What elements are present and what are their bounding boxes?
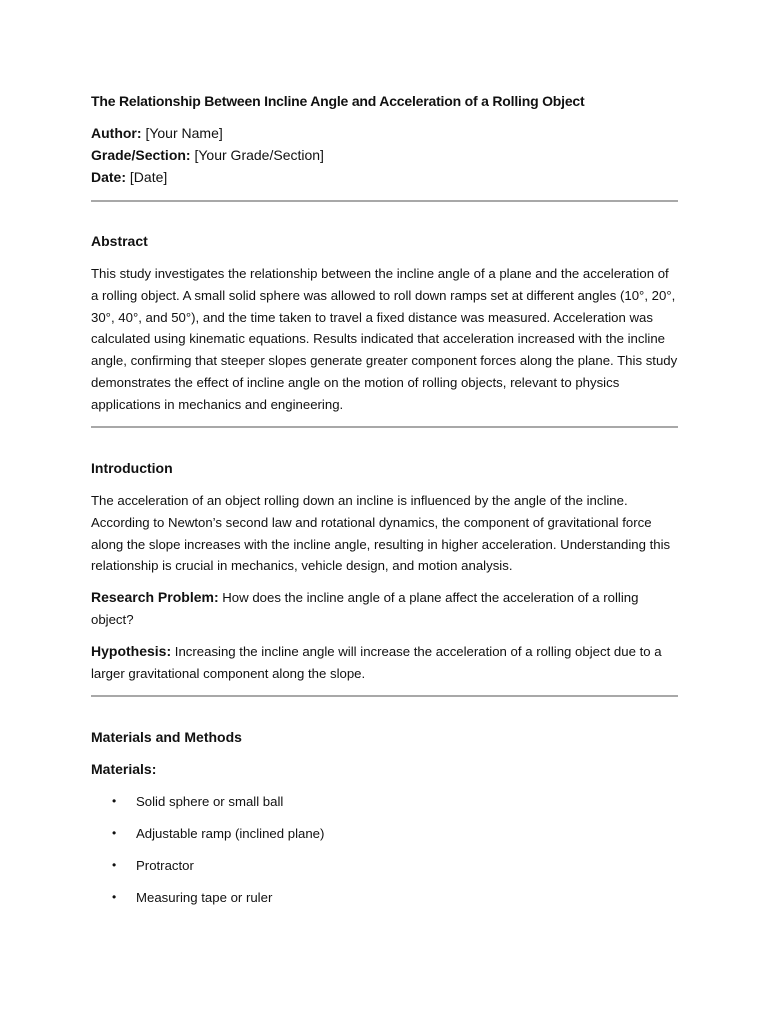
list-item <box>91 887 324 919</box>
list-item <box>91 823 324 855</box>
author-line <box>91 125 223 141</box>
introduction-heading: Introduction <box>91 460 173 476</box>
abstract-heading: Abstract <box>91 233 148 249</box>
bullet-icon: • <box>112 858 117 872</box>
abstract-text: This study investigates the relationship between the incline angle of a plane and the acceleration of a rolling object. A small solid sphere was allowed to roll down ramps set at different angles (10°, 20°, 30°, 40°, and 50°), and the time taken to travel a fixed distance was measured. Acceleration was calculated using kinematic equations. Results indicated that acceleration increased with the incline angle, confirming that steeper slopes generate greater component forces along the plane. This study demonstrates the effect of incline angle on the motion of rolling objects, relevant to physics applications in mechanics and engineering. <box>91 266 678 412</box>
materials-list <box>91 791 324 919</box>
document-title: The Relationship Between Incline Angle and Acceleration of a Rolling Object <box>91 93 585 109</box>
grade-label: Grade/Section: <box>91 147 191 163</box>
hypothesis <box>91 641 678 685</box>
bullet-icon: • <box>112 826 117 840</box>
list-item-label: Solid sphere or small ball <box>136 794 284 809</box>
hypothesis-label: Hypothesis: <box>91 643 172 659</box>
date-value: [Date] <box>129 169 168 185</box>
divider <box>91 200 678 202</box>
list-item <box>91 791 324 823</box>
introduction-text: The acceleration of an object rolling down an incline is influenced by the angle of the incline. According to Newton’s second law and rotational dynamics, the component of gravitational force along the slope increases with the incline angle, resulting in higher acceleration. Understanding this relationship is crucial in mechanics, vehicle design, and motion analysis. <box>91 493 671 574</box>
research-problem-text: How does the incline angle of a plane affect the acceleration of a rolling object? <box>91 590 639 627</box>
grade-line <box>91 147 324 163</box>
date-line <box>91 169 167 185</box>
bullet-icon: • <box>112 890 117 904</box>
bullet-icon: • <box>112 794 117 808</box>
divider <box>91 426 678 428</box>
research-problem <box>91 587 678 631</box>
list-item-label: Protractor <box>136 858 194 873</box>
list-item-label: Measuring tape or ruler <box>136 890 273 905</box>
author-label: Author: <box>91 125 142 141</box>
hypothesis-text: Increasing the incline angle will increase the acceleration of a rolling object due to a larger gravitational component along the slope. <box>91 644 662 681</box>
materials-methods-heading: Materials and Methods <box>91 729 242 745</box>
grade-value: [Your Grade/Section] <box>194 147 324 163</box>
list-item-label: Adjustable ramp (inclined plane) <box>136 826 325 841</box>
author-value: [Your Name] <box>145 125 223 141</box>
materials-label: Materials: <box>91 761 157 777</box>
list-item <box>91 855 324 887</box>
date-label: Date: <box>91 169 127 185</box>
divider <box>91 695 678 697</box>
research-problem-label: Research Problem: <box>91 589 219 605</box>
